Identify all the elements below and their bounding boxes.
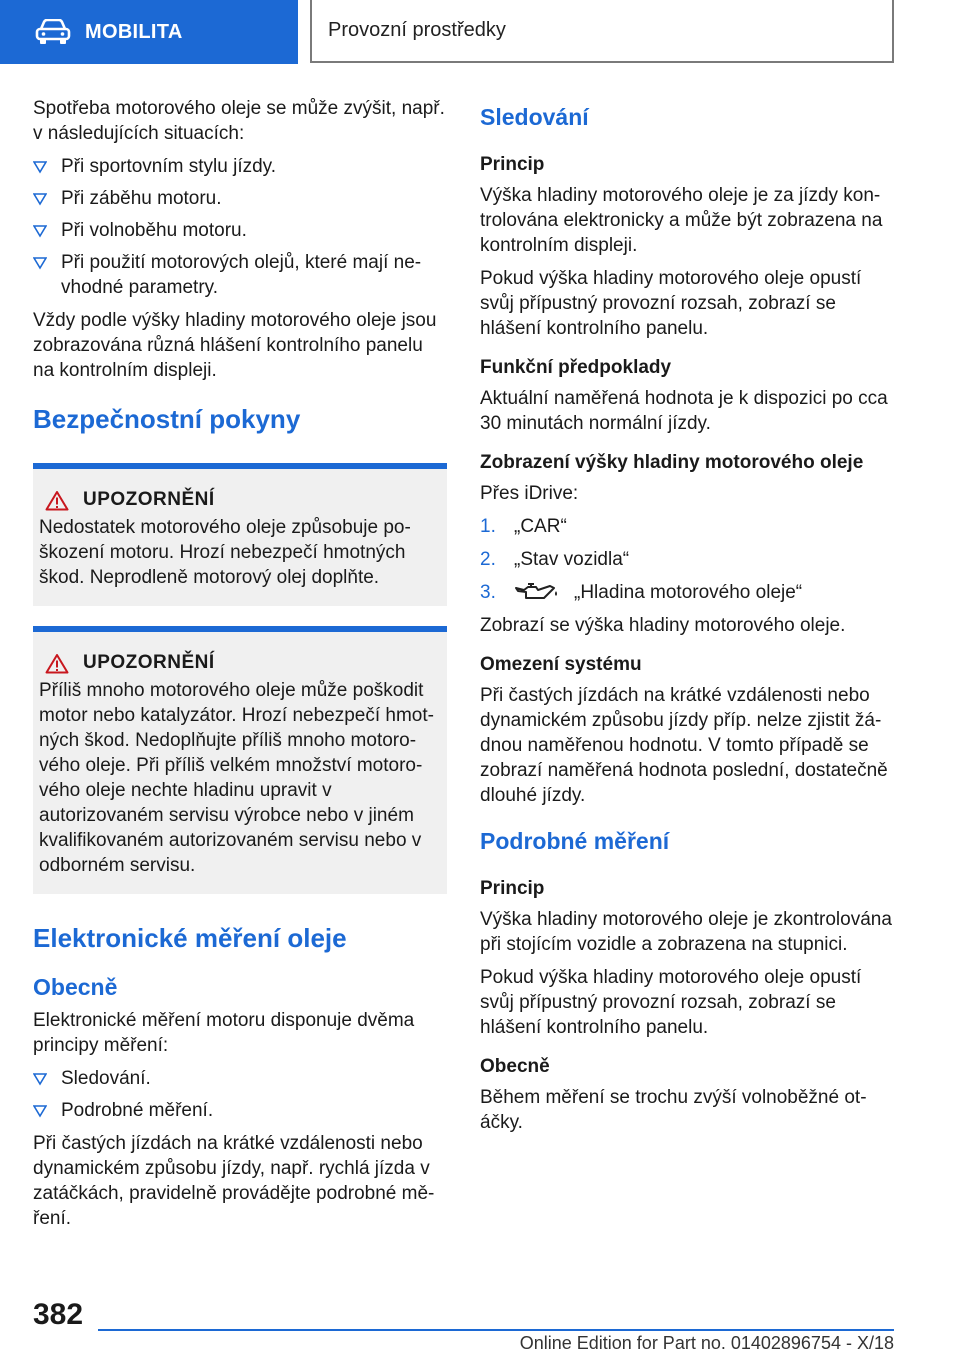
monitoring-heading: Sledování xyxy=(480,104,589,130)
display-intro: Přes iDrive: xyxy=(480,483,579,504)
consumption-bullets xyxy=(33,154,447,300)
detailed-text: Výška hladiny motorového oleje je zkontrolována při stojícím vozidle a zobrazena na stupnici. xyxy=(480,909,892,955)
limits-heading: Omezení systému xyxy=(480,654,642,675)
principle-heading: Princip xyxy=(480,154,545,175)
display-steps xyxy=(480,514,900,605)
step-number: 1. xyxy=(480,516,496,537)
warning-box xyxy=(33,463,447,606)
warning-box xyxy=(33,626,447,894)
list-item: Při použití motorových olejů, které mají ne-vhodné parametry. xyxy=(33,250,447,300)
warning-triangle-icon xyxy=(45,653,69,674)
oil-can-icon xyxy=(514,582,560,604)
display-heading: Zobrazení výšky hladiny motorového oleje xyxy=(480,452,864,473)
car-icon xyxy=(35,19,71,45)
edition-text: Online Edition for Part no. 01402896754 - X/18 xyxy=(519,1333,894,1353)
requirements-text: Aktuální naměřená hodnota je k dispozici po cca 30 minutách normální jízdy. xyxy=(480,388,888,434)
menu-path-vehicle-status: „Stav vozidla“ xyxy=(514,549,630,570)
general-bullets xyxy=(33,1066,447,1123)
detailed-general-text: Během měření se trochu zvýší volnoběžné ot-áčky. xyxy=(480,1087,867,1133)
principle-text: Výška hladiny motorového oleje je za jízdy kon-trolována elektronicky a může být zobrazena na kontrolním displeji. xyxy=(480,185,883,256)
display-result: Zobrazí se výška hladiny motorového oleje. xyxy=(480,615,846,636)
electronic-measurement-heading: Elektronické měření oleje xyxy=(33,923,347,953)
chapter-header xyxy=(310,0,894,63)
triangle-bullet-icon xyxy=(33,256,47,270)
menu-path-oil-level: „Hladina motorového oleje“ xyxy=(574,582,803,603)
detailed-general-heading: Obecně xyxy=(480,1056,550,1077)
safety-heading: Bezpečnostní pokyny xyxy=(33,404,301,434)
section-label: MOBILITA xyxy=(85,20,183,43)
step-item xyxy=(480,514,900,539)
step-number: 2. xyxy=(480,549,496,570)
section-tab-mobility[interactable] xyxy=(0,0,298,64)
triangle-bullet-icon xyxy=(33,160,47,174)
general-note: Při častých jízdách na krátké vzdálenosti nebo dynamickém způsobu jízdy, např. rychlá jízda v zatáčkách, pravidelně provádějte podrobné mě-ření. xyxy=(33,1133,435,1229)
triangle-bullet-icon xyxy=(33,1072,47,1086)
general-text: Elektronické měření motoru disponuje dvěma principy měření: xyxy=(33,1010,415,1056)
triangle-bullet-icon xyxy=(33,224,47,238)
detailed-text: Pokud výška hladiny motorového oleje opustí svůj přípustný provozní rozsah, zobrazí se hlášení kontrolního panelu. xyxy=(480,967,862,1038)
step-item xyxy=(480,580,900,605)
list-item: Při sportovním stylu jízdy. xyxy=(33,154,447,179)
step-item xyxy=(480,547,900,572)
warning-title: UPOZORNĚNÍ xyxy=(39,652,441,674)
detailed-principle-heading: Princip xyxy=(480,878,545,899)
chapter-title: Provozní prostředky xyxy=(328,19,506,41)
triangle-bullet-icon xyxy=(33,192,47,206)
list-item: Při záběhu motoru. xyxy=(33,186,447,211)
warning-title: UPOZORNĚNÍ xyxy=(39,489,441,511)
page-number: 382 xyxy=(33,1298,84,1331)
messages-text: Vždy podle výšky hladiny motorového oleje jsou zobrazována různá hlášení kontrolního panelu na kontrolním displeji. xyxy=(33,310,437,381)
limits-text: Při častých jízdách na krátké vzdálenosti nebo dynamickém způsobu jízdy příp. nelze zjistit žá-dnou naměřenou hodnotu. V tomto případě se zobrazí naměřená hodnota poslední, dostatečně dlouhé jízdy. xyxy=(480,685,888,806)
list-item: Při volnoběhu motoru. xyxy=(33,218,447,243)
general-heading: Obecně xyxy=(33,974,118,1000)
warning-text: Nedostatek motorového oleje způsobuje po-škození motoru. Hrozí nebezpečí hmotných škod. Neprodleně motorový olej doplňte. xyxy=(39,517,411,588)
step-number: 3. xyxy=(480,582,496,603)
triangle-bullet-icon xyxy=(33,1104,47,1118)
footer-divider xyxy=(98,1329,894,1331)
warning-triangle-icon xyxy=(45,490,69,511)
requirements-heading: Funkční předpoklady xyxy=(480,357,672,378)
menu-path-car: „CAR“ xyxy=(514,516,567,537)
consumption-intro: Spotřeba motorového oleje se může zvýšit, např. v následujících situacích: xyxy=(33,98,445,144)
list-item: Podrobné měření. xyxy=(33,1098,447,1123)
warning-text: Příliš mnoho motorového oleje může poškodit motor nebo katalyzátor. Hrozí nebezpečí hmot-ných škod. Nedoplňujte příliš mnoho motoro-vého oleje. Při příliš velkém množství motoro-vého oleje nechte hladinu upravit v autorizovaném servisu výrobce nebo v jiném kvalifikovaném autorizovaném servisu nebo v odborném servisu. xyxy=(39,680,434,876)
left-column xyxy=(33,96,447,1239)
right-column xyxy=(480,96,900,1143)
list-item: Sledování. xyxy=(33,1066,447,1091)
principle-text: Pokud výška hladiny motorového oleje opustí svůj přípustný provozní rozsah, zobrazí se hlášení kontrolního panelu. xyxy=(480,268,862,339)
detailed-measurement-heading: Podrobné měření xyxy=(480,828,670,854)
